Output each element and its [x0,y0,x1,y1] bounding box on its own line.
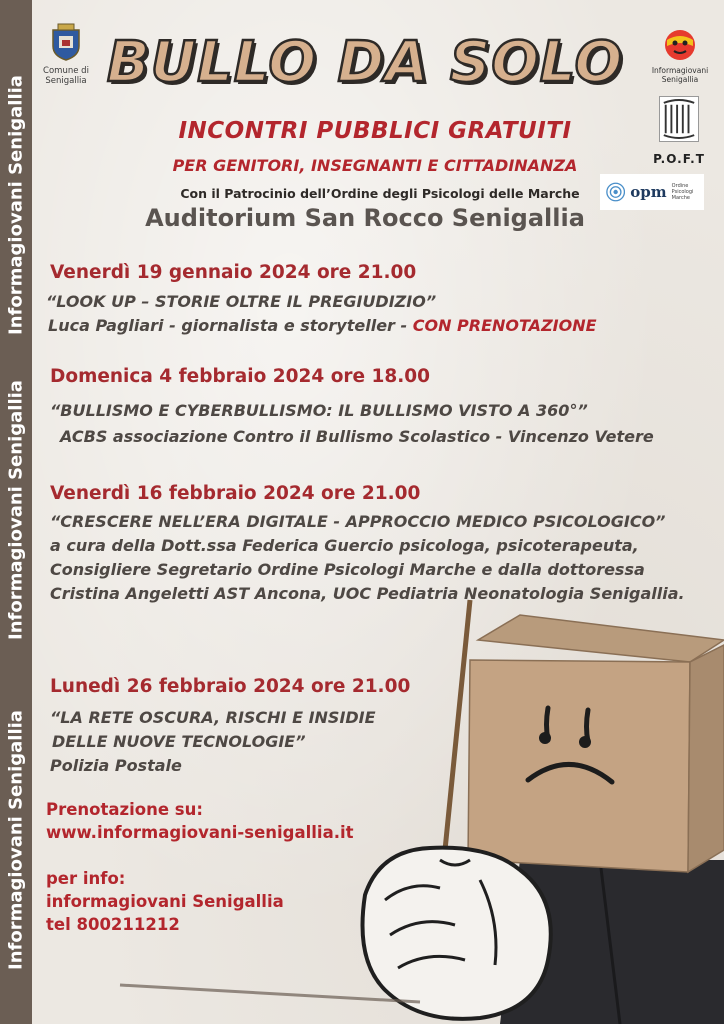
event-date: Lunedì 26 febbraio 2024 ore 21.00 [50,676,411,697]
mask-icon [663,28,697,62]
opm-spiral-icon [606,181,625,203]
event-detail-line: a cura della Dott.ssa Federica Guercio psicologa, psicoterapeuta, [50,536,639,555]
patronage-line: Con il Patrocinio dell’Ordine degli Psicologi delle Marche [180,186,580,201]
event-speaker: ACBS associazione Contro il Bullismo Scolastico - Vincenzo Vetere [60,427,654,446]
side-band-text: Informagiovani Senigallia [5,380,27,640]
side-band [0,0,32,1024]
event-speaker: Luca Pagliari - giornalista e storyteller - [48,316,413,335]
event-title: “CRESCERE NELL’ERA DIGITALE - APPROCCIO MEDICO PSICOLOGICO” [50,512,666,531]
opm-small-text: Ordine Psicologi Marche [671,183,694,201]
opm-wordmark: opm [630,183,667,201]
booking-url-link[interactable]: www.informagiovani-senigallia.it [46,823,354,842]
crest-icon [49,22,83,62]
booking-label: Prenotazione su: [46,800,203,819]
event-detail-line: Cristina Angeletti AST Ancona, UOC Pediatria Neonatologia Senigallia. [50,584,685,603]
side-band-text: Informagiovani Senigallia [5,710,27,970]
poft-emblem-icon [659,96,699,142]
comune-logo [38,22,94,86]
event-title-line: “LA RETE OSCURA, RISCHI E INSIDIE [50,708,376,727]
venue-heading: Auditorium San Rocco Senigallia [145,204,585,232]
poft-logo [651,96,707,166]
poft-label: P.O.F.T [653,152,705,166]
informagiovani-label: Informagiovani Senigallia [651,66,709,84]
audience-line: PER GENITORI, INSEGNANTI E CITTADINANZA [172,156,578,175]
informagiovani-logo [648,28,712,84]
info-label: per info: [46,869,126,888]
event-title: “LOOK UP – STORIE OLTRE IL PREGIUDIZIO” [46,292,437,311]
event-speaker-line [48,316,597,335]
event-date: Domenica 4 febbraio 2024 ore 18.00 [50,366,431,387]
poster-title: BULLO DA SOLO [106,30,624,95]
info-phone: tel 800211212 [46,915,180,934]
poster-subtitle: INCONTRI PUBBLICI GRATUITI [178,118,572,144]
event-date: Venerdì 16 febbraio 2024 ore 21.00 [50,483,421,504]
event-date: Venerdì 19 gennaio 2024 ore 21.00 [50,262,417,283]
booking-required-note: CON PRENOTAZIONE [412,316,597,335]
event-speaker: Polizia Postale [50,756,182,775]
comune-label: Comune di Senigallia [43,66,89,86]
event-title-line: DELLE NUOVE TECNOLOGIE” [52,732,306,751]
event-title: “BULLISMO E CYBERBULLISMO: IL BULLISMO VISTO A 360°” [50,401,588,420]
side-band-text: Informagiovani Senigallia [5,75,27,335]
event-detail-line: Consigliere Segretario Ordine Psicologi Marche e dalla dottoressa [50,560,645,579]
info-name: informagiovani Senigallia [46,892,284,911]
